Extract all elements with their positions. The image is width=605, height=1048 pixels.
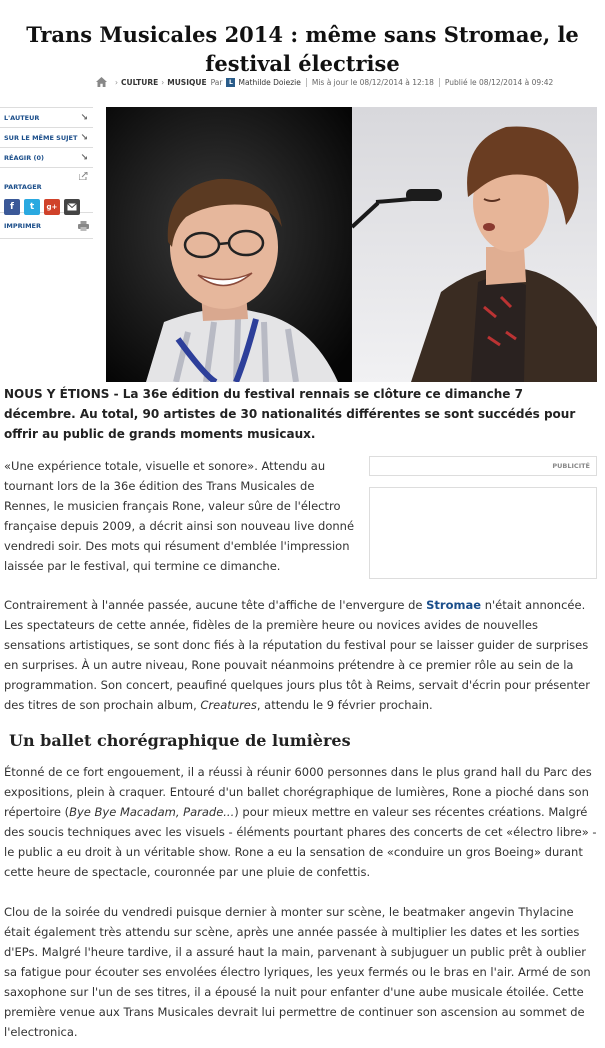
arrow-icon: ↘ — [80, 133, 88, 143]
article-lead — [4, 384, 598, 444]
article-tools-sidebar — [0, 107, 93, 239]
twitter-icon[interactable]: t — [24, 199, 40, 215]
printer-icon — [78, 221, 89, 231]
p2-text-before: Contrairement à l'année passée, aucune tête d'affiche de l'envergure de — [4, 598, 427, 612]
sidebar-author-link[interactable] — [0, 108, 93, 128]
sidebar-print-link[interactable] — [0, 213, 93, 239]
google-plus-icon[interactable]: g+ — [44, 199, 60, 215]
sidebar-same-subject-label: SUR LE MÊME SUJET — [4, 134, 78, 142]
breadcrumb-separator: › — [161, 77, 165, 87]
sidebar-print-label: IMPRIMER — [4, 222, 41, 230]
sidebar-react-link[interactable] — [0, 148, 93, 168]
ad-slot[interactable] — [369, 487, 597, 579]
breadcrumb-culture[interactable]: CULTURE — [121, 77, 159, 87]
meta-divider — [306, 78, 307, 87]
lead-kicker: NOUS Y ÉTIONS — [4, 387, 110, 401]
article-paragraph-1: «Une expérience totale, visuelle et sonore». Attendu au tournant lors de la 36e édition des Trans Musicales de Rennes, le musicien français Rone, valeur sûre de l'électro française depuis 2009, a décrit ainsi son nouveau live donné vendredi soir. Des mots qui résument d'emblée l'impression laissée par le festival, qui termine ce dimanche. — [4, 459, 355, 573]
author-name[interactable]: Mathilde Doiezie — [238, 77, 301, 87]
home-icon[interactable] — [96, 77, 107, 87]
published-date: Publié le 08/12/2014 à 09:42 — [444, 77, 554, 87]
meta-divider — [439, 78, 440, 87]
facebook-icon[interactable]: f — [4, 199, 20, 215]
song-titles: Bye Bye Macadam, Parade... — [69, 805, 235, 819]
share-external-icon — [79, 172, 88, 180]
album-title: Creatures — [200, 698, 257, 712]
updated-date: Mis à jour le 08/12/2014 à 12:18 — [311, 77, 434, 87]
lead-text: - La 36e édition du festival rennais se clôture ce dimanche 7 décembre. Au total, 90 artistes de 30 nationalités différentes se sont succédés pour offrir au public de grands moments musicaux. — [4, 387, 576, 441]
by-label: Par — [210, 77, 223, 87]
article-subheading: Un ballet chorégraphique de lumières — [9, 731, 351, 750]
ad-label: PUBLICITÉ — [369, 456, 597, 476]
sidebar-same-subject-link[interactable] — [0, 128, 93, 148]
arrow-icon: ↘ — [80, 153, 88, 163]
arrow-icon: ↘ — [80, 113, 88, 123]
article-photo — [106, 107, 597, 382]
p3-text-a: Étonné de ce fort engouement, il a réussi à réunir 6000 personnes dans le plus grand hall du Parc des expositions, plein à craquer. Entouré d'un ballet chorégraphique de lumières, Rone a pioché dans son répertoire ( — [4, 765, 592, 819]
sidebar-share-label: PARTAGER — [4, 183, 42, 191]
stromae-link[interactable]: Stromae — [426, 598, 482, 612]
p2-text-after: , attendu le 9 février prochain. — [256, 698, 433, 712]
article-paragraph-2 — [4, 595, 598, 715]
sidebar-share — [0, 168, 93, 213]
article-meta — [96, 74, 553, 90]
sidebar-react-count: (0) — [33, 154, 44, 162]
sidebar-react-label: RÉAGIR — [4, 154, 32, 162]
p3-text-b: ) pour mieux mettre en valeur ses récentes créations. Malgré des soucis techniques avec les visuels - éléments pourtant phares des concerts de cet «électro libre» - le public a eu droit à un véritable show. Rone a eu la sensation de «conduire un gros Boeing» durant cette heure de spectacle, couronnée par une pluie de confettis. — [4, 805, 597, 879]
breadcrumb-musique[interactable]: MUSIQUE — [167, 77, 207, 87]
p2-text-mid: n'était annoncée. Les spectateurs de cette année, fidèles de la première heure ou novices avides de nouvelles sensations artistiques, se sont donc fiés à la réputation du festival pour se laisser guider de surprises en surprises. À un autre niveau, Rone pouvait néanmoins prétendre à ce premier rôle au sein de la programmation. Son concert, peaufiné quelques jours plus tôt à Reims, servait d'écrin pour présenter des titres de son prochain album, — [4, 598, 590, 712]
author-icon: L — [226, 78, 235, 87]
article-paragraph-3 — [4, 762, 598, 882]
article-title: Trans Musicales 2014 : même sans Stromae, le festival électrise — [26, 22, 579, 77]
sidebar-author-label: L'AUTEUR — [4, 114, 40, 122]
breadcrumb-separator: › — [115, 77, 118, 87]
article-paragraph-4: Clou de la soirée du vendredi puisque dernier à monter sur scène, le beatmaker angevin Thylacine était également très attendu sur scène, après une année passée à multiplier les dates et les sorties d'EPs. Malgré l'heure tardive, il a assuré haut la main, parvenant à subjuguer un public prêt à oublier sa fatigue pour écouter ses envolées électro lyriques, les yeux fermés ou le bras en l'air. Armé de son saxophone sur l'un de ses titres, il a épousé la nuit pour enfanter d'une aube musicale étoilée. Cette première venue aux Trans Musicales devrait lui permettre de continuer son ascension au sommet de l'electronica. — [4, 905, 591, 1039]
